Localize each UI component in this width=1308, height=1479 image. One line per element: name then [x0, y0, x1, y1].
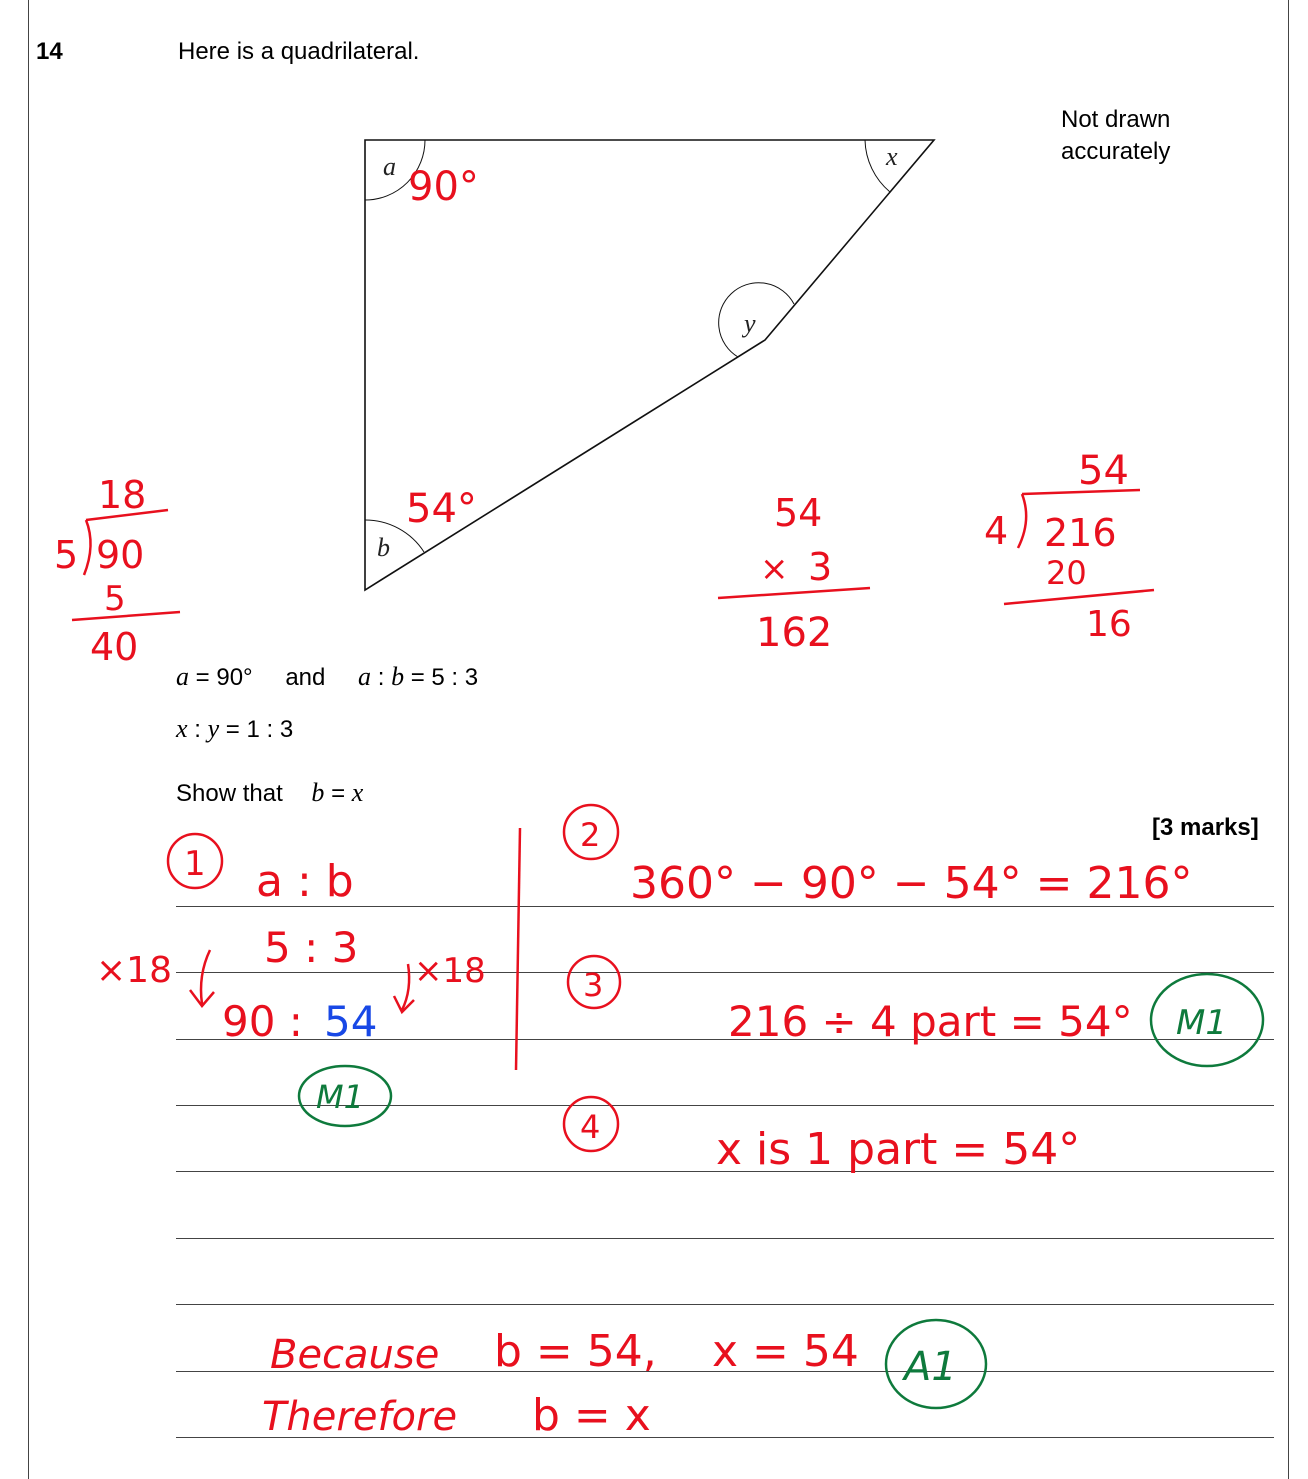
hw-multiplication-54-by-3	[718, 491, 870, 656]
given-ratio-colon: :	[371, 664, 392, 691]
hw-conclusion-final: b = x	[532, 1390, 651, 1441]
hw-step-1-result-left: 90 :	[222, 997, 303, 1046]
show-that-eq: =	[324, 780, 352, 807]
hw-step-3-mark: M1	[1176, 1003, 1227, 1043]
hw-mult-times: ×	[760, 549, 789, 589]
hw-conclusion-b-value: b = 54,	[494, 1326, 657, 1377]
given-ratio-value: = 5 : 3	[404, 664, 479, 691]
show-that-b: b	[311, 778, 325, 807]
hw-step-4-text: x is 1 part = 54°	[716, 1124, 1081, 1175]
given-a: a	[176, 662, 189, 691]
given-a-value: = 90°	[189, 664, 253, 691]
hw-step-2-text: 360° − 90° − 54° = 216°	[630, 858, 1193, 909]
hw-conclusion-x-value: x = 54	[712, 1326, 859, 1377]
hw-step-1-result-right: 54	[324, 997, 378, 1046]
not-drawn-line-1: Not drawn	[1061, 106, 1171, 133]
hw-step-3-text: 216 ÷ 4 part = 54°	[728, 997, 1133, 1046]
hw-step-3-number: 3	[583, 966, 604, 1004]
hw-step-1-mark: M1	[316, 1078, 364, 1116]
hw-div1-remainder: 40	[90, 625, 139, 669]
hw-step-1-left-multiplier: ×18	[96, 950, 172, 991]
not-drawn-line-2: accurately	[1061, 138, 1171, 165]
hw-step-1-ratio: a : b	[256, 856, 354, 907]
hw-mult-result: 162	[756, 610, 833, 656]
given-xy-ratio: = 1 : 3	[219, 716, 294, 743]
hw-angle-b-54: 54°	[406, 486, 477, 532]
angle-label-x: x	[886, 142, 898, 171]
hw-conclusion	[262, 1320, 986, 1441]
hw-division-216-by-4	[984, 448, 1154, 645]
show-that-x: x	[351, 778, 364, 807]
hw-step-1-number: 1	[184, 844, 206, 884]
hw-mult-bottom: 3	[808, 545, 833, 589]
hw-step-4-number: 4	[580, 1108, 601, 1146]
hw-step-4	[564, 1097, 1080, 1175]
given-xy-colon: :	[187, 716, 208, 743]
given-and: and	[285, 664, 326, 691]
hw-angle-a-90: 90°	[408, 164, 479, 210]
angle-label-a: a	[383, 152, 396, 181]
hw-mult-top: 54	[774, 491, 823, 535]
hw-divider	[516, 828, 520, 1070]
hw-div1-dividend: 90	[96, 533, 145, 577]
angle-label-b: b	[377, 533, 390, 562]
hw-div1-divisor: 5	[54, 533, 79, 577]
hw-div2-dividend: 216	[1044, 511, 1117, 555]
marks-label: [3 marks]	[1152, 814, 1259, 841]
hw-div1-sub: 5	[104, 579, 126, 619]
question-prompt: Here is a quadrilateral.	[178, 38, 420, 65]
hw-step-2	[564, 805, 1192, 909]
given-ratio-b: b	[391, 662, 405, 691]
question-number: 14	[36, 38, 63, 65]
given-ratio-a: a	[358, 662, 372, 691]
hw-div2-divisor: 4	[984, 509, 1009, 553]
hw-div2-sub: 20	[1046, 554, 1087, 592]
angle-label-y: y	[744, 309, 756, 338]
hw-step-1-right-multiplier: ×18	[414, 951, 486, 991]
hw-conclusion-therefore: Therefore	[262, 1394, 458, 1440]
hw-conclusion-mark: A1	[904, 1344, 957, 1390]
hw-div2-remainder: 16	[1086, 604, 1132, 645]
hw-step-1-ratio-values: 5 : 3	[264, 923, 359, 972]
hw-step-3	[568, 956, 1263, 1066]
hw-conclusion-because: Because	[270, 1332, 440, 1378]
given-y: y	[207, 714, 220, 743]
hw-division-90-by-5	[54, 473, 180, 669]
show-that-text: Show that	[176, 780, 283, 807]
given-x: x	[176, 714, 188, 743]
hw-step-1	[96, 834, 486, 1126]
hw-div1-quotient: 18	[98, 473, 147, 517]
hw-step-2-number: 2	[580, 816, 601, 854]
hw-div2-quotient: 54	[1078, 448, 1129, 494]
